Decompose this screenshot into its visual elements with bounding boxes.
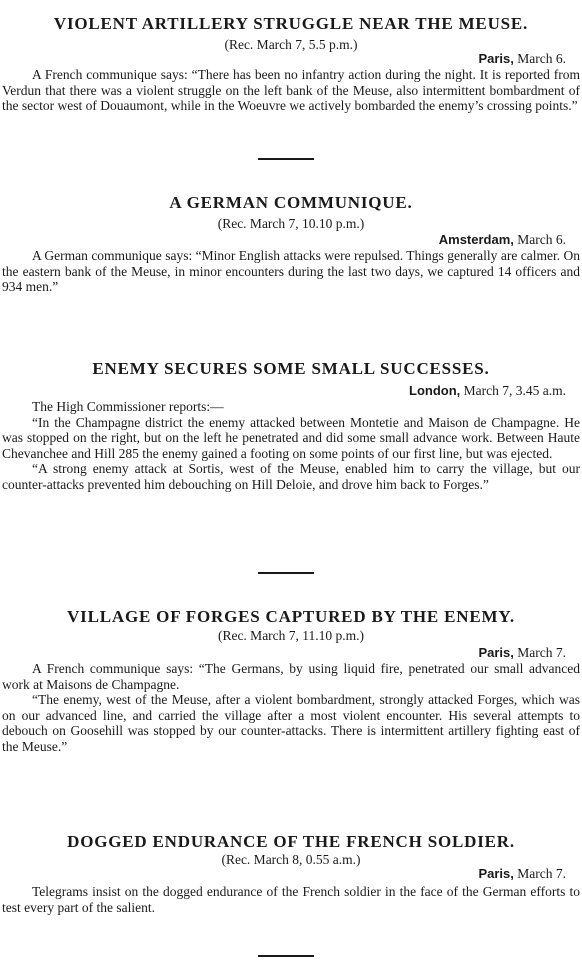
dateline [478,51,566,67]
headline-german-communique: A GERMAN COMMUNIQUE. [169,193,413,213]
paragraph: “In the Champagne district the enemy attacked between Montetie and Maison de Champagne. He was stopped on the right, but on the left he penetrated and did some small advance work. Between Haute Chevanchee and Hill 285 the enemy gained a footing on some points of our first line, but was ejected. [2,414,580,461]
section-divider [258,955,314,957]
received-time: (Rec. March 7, 5.5 p.m.) [224,37,358,52]
dateline [409,383,566,399]
article-body [2,67,580,114]
headline-village-of-forges: VILLAGE OF FORGES CAPTURED BY THE ENEMY. [67,607,515,627]
headline-dogged-endurance: DOGGED ENDURANCE OF THE FRENCH SOLDIER. [67,832,515,852]
section-divider [258,158,314,160]
paragraph: “A strong enemy attack at Sortis, west of the Meuse, enabled him to carry the village, but our counter-attacks prevented him debouching on Hill Deloie, and drove him back to Forges.” [2,461,580,492]
dateline-date: March 7. [517,645,566,660]
dateline-date: March 6. [517,51,566,66]
section-divider [258,572,314,574]
dateline [439,232,566,248]
dateline-date: March 7, 3.45 a.m. [463,383,566,398]
dateline-place: London, [409,383,461,398]
dateline-place: Amsterdam, [438,232,514,247]
article-body [2,248,580,295]
dateline-place: Paris, [478,51,514,66]
paragraph: “The enemy, west of the Meuse, after a violent bombardment, strongly attacked Forges, which was on our advanced line, and carried the village after a most violent encounter. His several attempts to debouch on Goosehill was stopped by our counter-attacks. There is intermittent artillery fighting east of the Meuse.” [2,692,580,754]
paragraph: Telegrams insist on the dogged endurance of the French soldier in the face of the German efforts to test every part of the salient. [2,884,580,915]
headline-enemy-successes: ENEMY SECURES SOME SMALL SUCCESSES. [92,359,490,379]
dateline [478,866,566,882]
dateline-place: Paris, [478,645,514,660]
dateline-place: Paris, [478,866,514,881]
paragraph: A French communique says: “There has been no infantry action during the night. It is reported from Verdun that there was a violent struggle on the left bank of the Meuse, also intermittent bombardment of the sector west of Douaumont, while in the Woeuvre we actively bombarded the enemy’s crossing points.” [2,67,580,114]
article-body [2,661,580,755]
paragraph: The High Commissioner reports:— [32,399,224,414]
dateline-date: March 6. [517,232,566,247]
article-body [2,399,580,493]
article-body [2,884,580,915]
received-time: (Rec. March 8, 0.55 a.m.) [221,852,361,867]
paragraph: A French communique says: “The Germans, by using liquid fire, penetrated our small advanced work at Maisons de Champagne. [2,661,580,692]
headline-artillery-struggle: VIOLENT ARTILLERY STRUGGLE NEAR THE MEUSE. [53,14,529,34]
paragraph: A German communique says: “Minor English attacks were repulsed. Things generally are calmer. On the eastern bank of the Meuse, in minor encounters during the last two days, we captured 14 officers and 934 men.” [2,248,580,295]
dateline [478,645,566,661]
dateline-date: March 7. [517,866,566,881]
received-time: (Rec. March 7, 10.10 p.m.) [217,216,365,231]
received-time: (Rec. March 7, 11.10 p.m.) [217,628,365,643]
